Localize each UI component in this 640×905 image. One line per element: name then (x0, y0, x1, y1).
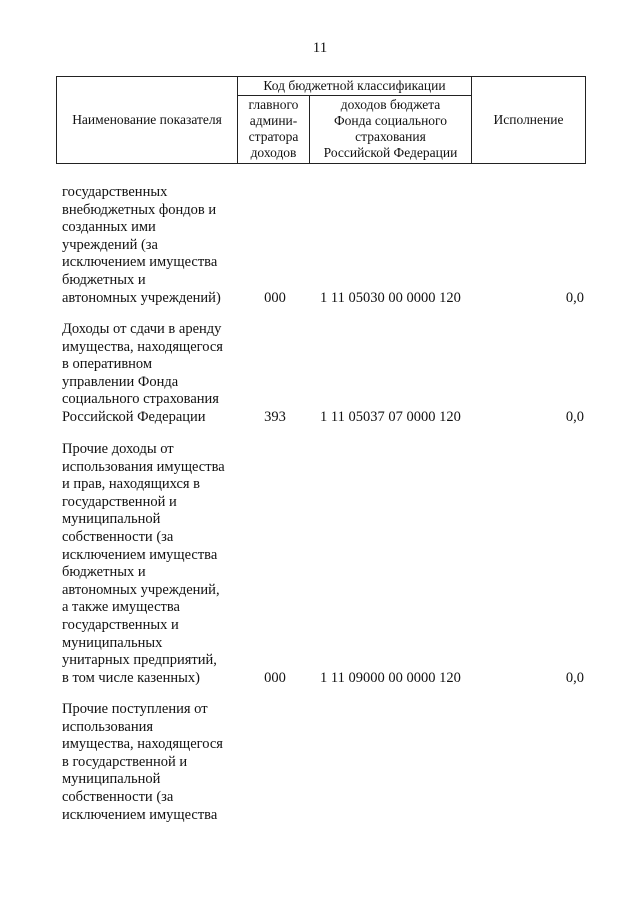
row-budget-code: 1 11 05030 00 0000 120 (320, 289, 461, 306)
row-name-line: автономных учреждений, (62, 581, 220, 598)
row-execution-value: 0,0 (565, 408, 584, 425)
row-name-line: имущества, находящегося (62, 736, 223, 753)
row-name-line: бюджетных и (62, 271, 146, 288)
row-name-line: социального страхования (62, 391, 219, 408)
header-income-line: Фонда социального (334, 113, 447, 128)
row-name-line: имущества, находящегося (62, 338, 223, 355)
table-row (62, 321, 586, 427)
row-name (62, 321, 242, 427)
row-name-line: в оперативном (62, 356, 153, 373)
row-name-line: исключением имущества (62, 254, 218, 271)
row-budget-code: 1 11 05037 07 0000 120 (320, 408, 461, 425)
row-name-line: государственных (62, 184, 168, 200)
header-execution-column: Исполнение (471, 77, 585, 163)
header-income-line: Российской Федерации (323, 145, 458, 160)
row-name-line: собственности (за (62, 528, 174, 545)
header-income-line: доходов бюджета (340, 97, 441, 112)
row-name-line: в государственной и (62, 753, 188, 770)
row-name-line: а также имущества (62, 599, 180, 616)
row-execution-value: 0,0 (565, 289, 584, 306)
row-name-line: государственной и (62, 493, 177, 510)
table-row (62, 441, 586, 687)
row-name-line: созданных ими (62, 219, 156, 236)
row-name-line: исключением имущества (62, 806, 218, 823)
row-name-line: Прочие доходы от (62, 441, 174, 457)
row-name-line: управлении Фонда (62, 373, 179, 390)
row-name-line: унитарных предприятий, (62, 652, 217, 669)
table-row (62, 701, 586, 824)
row-name-line: бюджетных и (62, 564, 146, 581)
row-admin-code: 000 (264, 669, 286, 686)
row-name-line: Прочие поступления от (62, 701, 208, 717)
header-admin-line: админи- (249, 113, 298, 128)
header-admin-column (238, 96, 310, 163)
row-name-line: исключением имущества (62, 546, 218, 563)
row-budget-code: 1 11 09000 00 0000 120 (320, 669, 461, 686)
table-row (62, 184, 586, 307)
row-name (62, 441, 242, 687)
row-name-line: муниципальной (62, 771, 161, 788)
row-name-line: муниципальных (62, 634, 163, 651)
row-name (62, 701, 242, 824)
row-name (62, 184, 242, 307)
header-income-column (310, 96, 471, 163)
header-income-line: страхования (355, 129, 426, 144)
row-name-line: автономных учреждений) (62, 289, 221, 306)
row-name-line: Доходы от сдачи в аренду (62, 321, 222, 337)
row-name-line: в том числе казенных) (62, 669, 200, 686)
row-name-line: собственности (за (62, 788, 174, 805)
row-name-line: Российской Федерации (62, 408, 206, 425)
row-name-line: государственных и (62, 616, 179, 633)
row-name-line: учреждений (за (62, 236, 158, 253)
table-header (56, 76, 586, 164)
row-admin-code: 000 (264, 289, 286, 306)
header-admin-line: стратора (248, 129, 299, 144)
row-name-line: использования (62, 718, 154, 735)
row-name-line: и прав, находящихся в (62, 476, 201, 493)
header-classification-code: Код бюджетной классификации (238, 77, 471, 96)
header-admin-line: доходов (250, 145, 297, 160)
row-execution-value: 0,0 (565, 669, 584, 686)
row-name-line: использования имущества (62, 458, 225, 475)
row-name-line: муниципальной (62, 511, 161, 528)
row-name-line: внебюджетных фондов и (62, 201, 217, 218)
header-admin-line: главного (248, 97, 299, 112)
row-admin-code: 393 (264, 408, 286, 425)
page-number: 11 (312, 40, 328, 56)
header-name-column: Наименование показателя (57, 77, 238, 163)
